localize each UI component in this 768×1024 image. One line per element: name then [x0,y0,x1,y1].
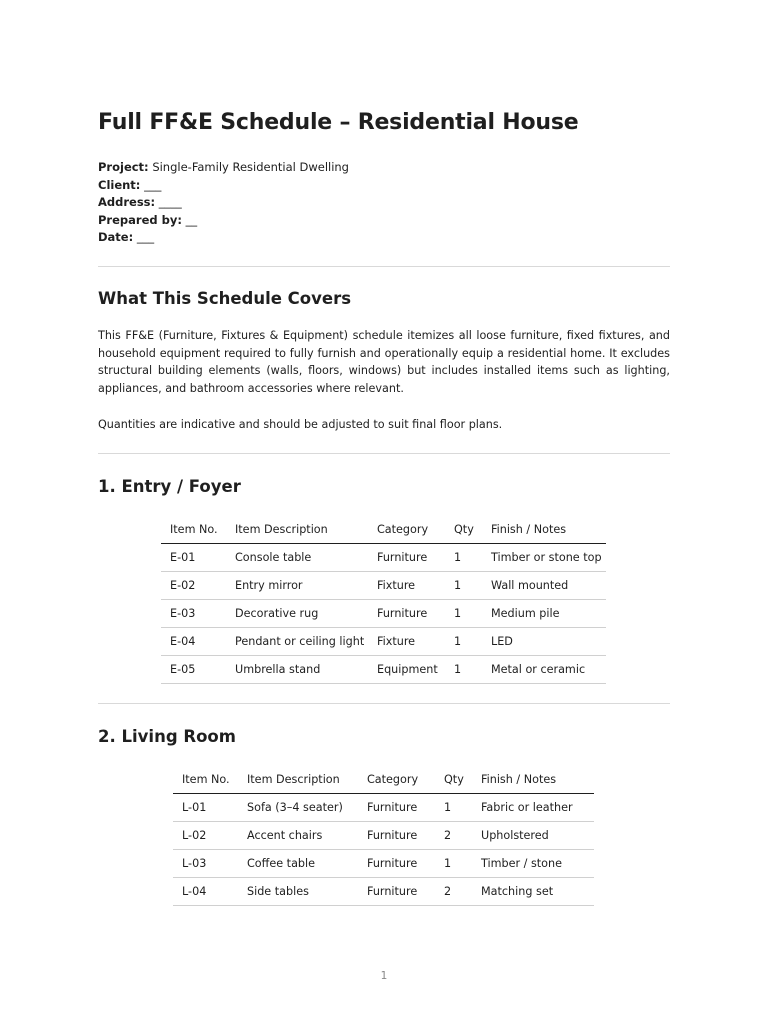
covers-paragraph: This FF&E (Furniture, Fixtures & Equipment) schedule itemizes all loose furniture, fixed fixtures, and household equipment required to fully furnish and operationally equip a residential home. It excludes structural building elements (walls, floors, windows) but includes installed items such as lighting, appliances, and bathroom accessories where relevant. [98,329,670,395]
table-row [173,822,594,850]
meta-client: Client: ___ [98,177,162,192]
cell-category: Furniture [358,822,435,850]
table-row [161,656,606,684]
cell-item-no: E-05 [161,656,226,684]
cell-item-no: L-01 [173,794,238,822]
meta-project: Project: Single-Family Residential Dwelling [98,160,349,174]
cell-category: Fixture [368,628,445,656]
table-header-row [161,515,606,544]
column-header: Qty [435,765,472,794]
cell-description: Sofa (3–4 seater) [238,794,358,822]
table-row [173,794,594,822]
column-header: Item No. [173,765,238,794]
cell-notes: Wall mounted [482,572,606,600]
meta-address: Address: ____ [98,195,182,210]
cell-notes: Upholstered [472,822,594,850]
cell-qty: 1 [445,600,482,628]
cell-description: Accent chairs [238,822,358,850]
table-row [161,628,606,656]
column-header: Finish / Notes [482,515,606,544]
living-room-table [173,765,594,906]
column-header: Qty [445,515,482,544]
cell-notes: LED [482,628,606,656]
cell-item-no: E-01 [161,544,226,572]
section-heading-entry: 1. Entry / Foyer [98,477,241,496]
cell-qty: 2 [435,878,472,906]
cell-notes: Fabric or leather [472,794,594,822]
cell-qty: 1 [445,656,482,684]
column-header: Finish / Notes [472,765,594,794]
cell-notes: Timber / stone [472,850,594,878]
cell-notes: Medium pile [482,600,606,628]
column-header: Item Description [226,515,368,544]
cell-category: Furniture [358,850,435,878]
cell-qty: 1 [435,850,472,878]
cell-description: Decorative rug [226,600,368,628]
document-title: Full FF&E Schedule – Residential House [98,110,579,135]
section-heading-living: 2. Living Room [98,727,236,746]
covers-note: Quantities are indicative and should be adjusted to suit final floor plans. [98,418,503,431]
table-row [161,544,606,572]
cell-item-no: E-04 [161,628,226,656]
table-row [161,572,606,600]
cell-qty: 1 [445,544,482,572]
meta-prepared-by: Prepared by: __ [98,212,198,227]
table-header-row [173,765,594,794]
column-header: Item Description [238,765,358,794]
section-heading-covers: What This Schedule Covers [98,289,352,308]
cell-item-no: L-03 [173,850,238,878]
column-header: Category [358,765,435,794]
cell-description: Side tables [238,878,358,906]
cell-category: Furniture [368,544,445,572]
cell-item-no: L-02 [173,822,238,850]
table-row [173,850,594,878]
cell-qty: 1 [445,628,482,656]
cell-qty: 1 [445,572,482,600]
cell-category: Equipment [368,656,445,684]
cell-category: Furniture [358,878,435,906]
cell-category: Fixture [368,572,445,600]
table-row [161,600,606,628]
cell-description: Pendant or ceiling light [226,628,368,656]
cell-description: Entry mirror [226,572,368,600]
cell-description: Coffee table [238,850,358,878]
meta-date: Date: ___ [98,230,155,245]
column-header: Item No. [161,515,226,544]
cell-qty: 2 [435,822,472,850]
cell-notes: Matching set [472,878,594,906]
cell-qty: 1 [435,794,472,822]
cell-description: Umbrella stand [226,656,368,684]
cell-item-no: L-04 [173,878,238,906]
cell-item-no: E-03 [161,600,226,628]
cell-description: Console table [226,544,368,572]
table-row [173,878,594,906]
divider [98,266,670,267]
cell-item-no: E-02 [161,572,226,600]
cell-notes: Timber or stone top [482,544,606,572]
cell-notes: Metal or ceramic [482,656,606,684]
cell-category: Furniture [358,794,435,822]
divider [98,703,670,704]
cell-category: Furniture [368,600,445,628]
project-meta [98,159,349,247]
divider [98,453,670,454]
page-number: 1 [380,970,388,982]
entry-foyer-table [161,515,606,684]
column-header: Category [368,515,445,544]
